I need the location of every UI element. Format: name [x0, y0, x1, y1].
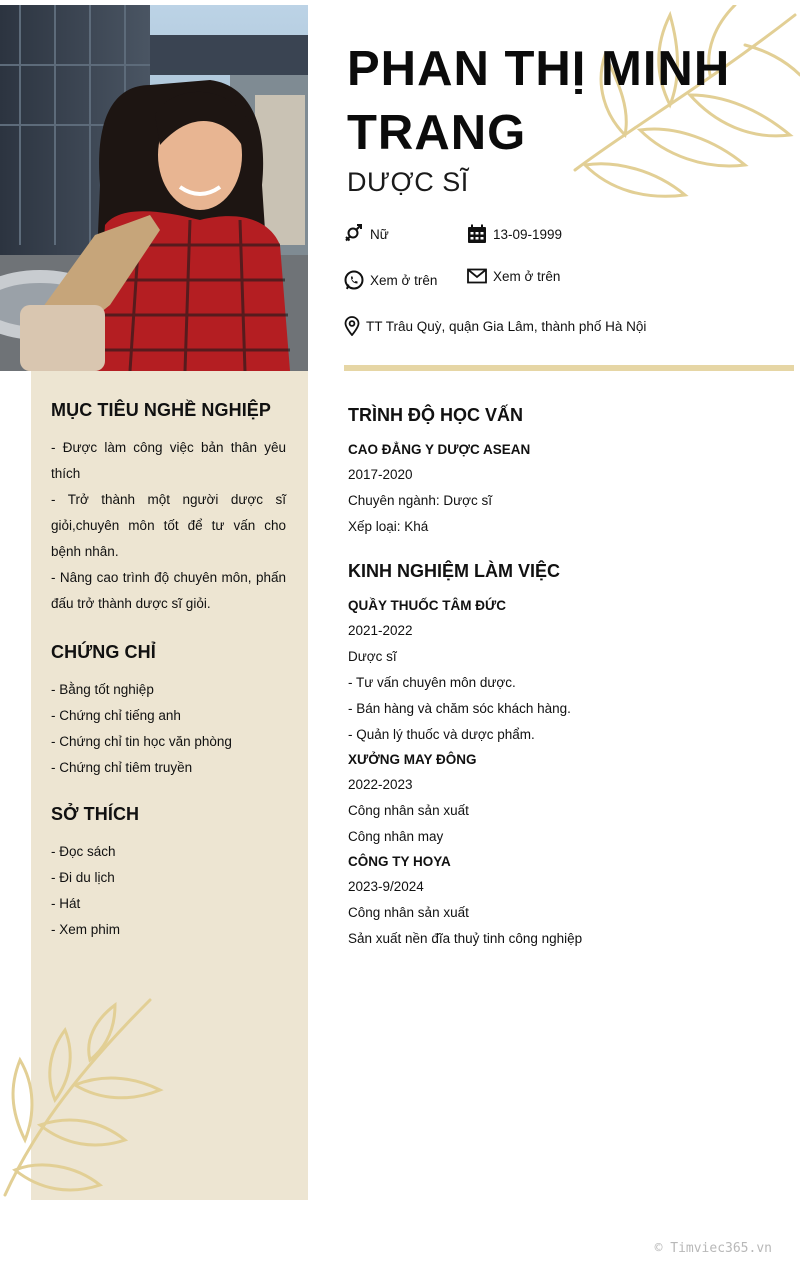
job-line: Dược sĩ	[348, 649, 397, 664]
job-line: Công nhân may	[348, 829, 444, 844]
objective-text	[51, 435, 286, 617]
leaf-decoration-bottom	[0, 990, 170, 1200]
school-name: CAO ĐẲNG Y DƯỢC ASEAN	[348, 442, 531, 457]
job-company: CÔNG TY HOYA	[348, 854, 451, 869]
education-grade: Xếp loại: Khá	[348, 519, 429, 534]
email-info	[467, 268, 560, 284]
main-content	[348, 405, 788, 952]
certificates-title: CHỨNG CHỈ	[51, 642, 156, 662]
gender-icon	[344, 224, 364, 244]
birthday-info	[467, 224, 562, 244]
hobby-item: - Xem phim	[51, 922, 121, 937]
hobby-item: - Đi du lịch	[51, 870, 115, 885]
header-divider	[344, 365, 794, 371]
birthday-text: 13-09-1999	[493, 226, 563, 242]
gender-info	[344, 224, 389, 244]
candidate-name: PHAN THỊ MINH TRANG	[347, 42, 731, 160]
job-line: Sản xuất nền đĩa thuỷ tinh công nghiệp	[348, 931, 583, 946]
certificate-item: - Chứng chỉ tin học văn phòng	[51, 734, 232, 749]
certificates-list	[51, 677, 286, 781]
objective-line: - Trở thành một người dược sĩ giỏi,chuyên môn tốt để tư vấn cho bệnh nhân.	[51, 492, 286, 559]
job-line: - Quản lý thuốc và dược phẩm.	[348, 727, 535, 742]
hobbies-list	[51, 839, 286, 943]
job-period: 2021-2022	[348, 623, 413, 638]
hobby-item: - Hát	[51, 896, 81, 911]
address-text: TT Trâu Quỳ, quận Gia Lâm, thành phố Hà Nội	[366, 318, 647, 334]
education-period: 2017-2020	[348, 467, 413, 482]
certificate-item: - Chứng chỉ tiếng anh	[51, 708, 181, 723]
phone-info	[344, 270, 437, 290]
job-line: - Bán hàng và chăm sóc khách hàng.	[348, 701, 571, 716]
email-text: Xem ở trên	[493, 268, 561, 284]
hobby-item: - Đọc sách	[51, 844, 116, 859]
job-period: 2022-2023	[348, 777, 413, 792]
job-company: QUẦY THUỐC TÂM ĐỨC	[348, 598, 506, 613]
job-company: XƯỞNG MAY ĐÔNG	[348, 752, 477, 767]
phone-text: Xem ở trên	[370, 272, 438, 288]
job-position: DƯỢC SĨ	[347, 167, 469, 197]
mail-icon	[467, 268, 487, 284]
sidebar-content	[51, 400, 286, 943]
experience-title: KINH NGHIỆM LÀM VIỆC	[348, 561, 561, 581]
whatsapp-icon	[344, 270, 364, 290]
objective-title: MỤC TIÊU NGHỀ NGHIỆP	[51, 400, 272, 420]
job-line: Công nhân sản xuất	[348, 905, 469, 920]
calendar-icon	[467, 224, 487, 244]
job-line: Công nhân sản xuất	[348, 803, 469, 818]
job-entry	[348, 850, 788, 952]
job-period: 2023-9/2024	[348, 879, 424, 894]
job-entry	[348, 748, 788, 850]
address-info	[344, 316, 646, 336]
certificate-item: - Bằng tốt nghiệp	[51, 682, 154, 697]
objective-line: - Nâng cao trình độ chuyên môn, phấn đấu trở thành dược sĩ giỏi.	[51, 570, 286, 611]
profile-photo	[0, 5, 308, 371]
objective-line: - Được làm công việc bản thân yêu thích	[51, 440, 286, 481]
certificate-item: - Chứng chỉ tiêm truyền	[51, 760, 193, 775]
job-entry	[348, 594, 788, 748]
hobbies-title: SỞ THÍCH	[51, 804, 140, 824]
location-icon	[344, 316, 360, 336]
education-major: Chuyên ngành: Dược sĩ	[348, 493, 492, 508]
gender-text: Nữ	[370, 226, 389, 242]
job-line: - Tư vấn chuyên môn dược.	[348, 675, 516, 690]
education-title: TRÌNH ĐỘ HỌC VẤN	[348, 405, 523, 425]
watermark: © Timviec365.vn	[654, 1241, 772, 1256]
